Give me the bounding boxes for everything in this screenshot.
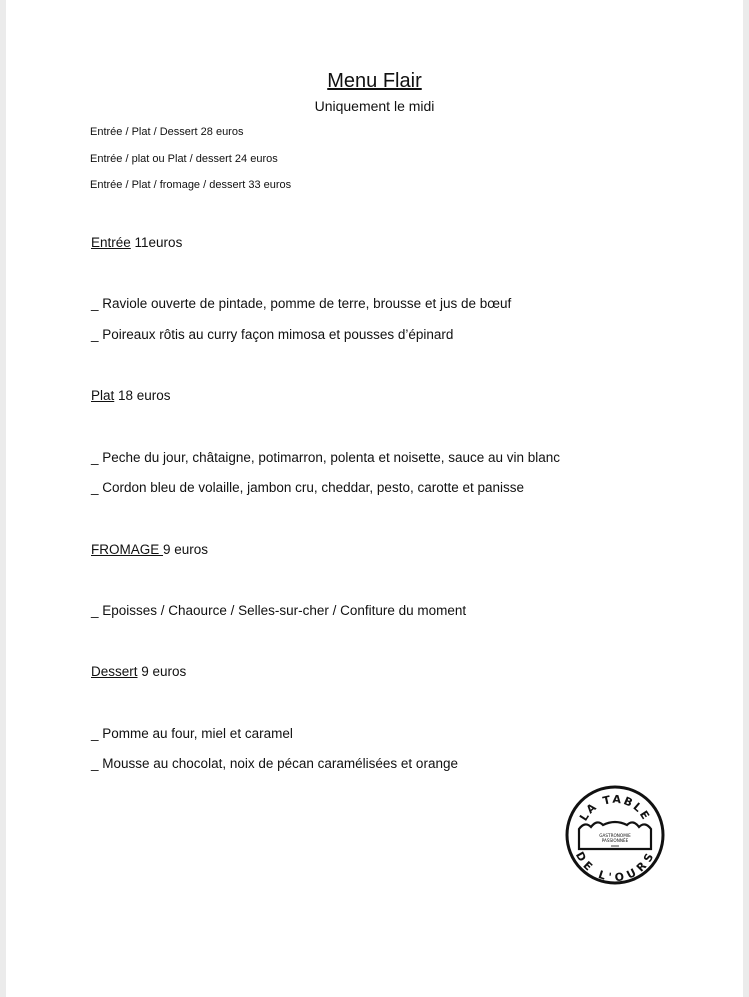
dish-item: _ Pomme au four, miel et caramel <box>91 726 293 741</box>
section-price: 9 euros <box>163 542 209 557</box>
logo-tagline: GASTRONOMIE <box>599 833 631 838</box>
section-heading-fromage <box>91 542 208 557</box>
dish-item: _ Peche du jour, châtaigne, potimarron, polenta et noisette, sauce au vin blanc <box>91 450 561 465</box>
logo-top-text: LA TABLE <box>577 792 653 824</box>
section-name: Entrée <box>91 235 131 250</box>
dish-item: _ Poireaux rôtis au curry façon mimosa et pousses d’épinard <box>91 327 454 342</box>
section-price: 18 euros <box>114 388 171 403</box>
restaurant-logo <box>565 785 665 885</box>
svg-text:LA TABLE <box>577 793 653 824</box>
section-name: Plat <box>91 388 115 403</box>
logo-bottom-text: DE L'OURS <box>572 849 658 885</box>
formula-item: Entrée / Plat / Dessert 28 euros <box>90 126 244 138</box>
section-heading-entree <box>91 235 182 250</box>
dish-item: _ Cordon bleu de volaille, jambon cru, cheddar, pesto, carotte et panisse <box>91 480 525 495</box>
section-price: 11euros <box>130 235 183 250</box>
section-price: 9 euros <box>137 664 187 679</box>
logo-tagline: PASSIONNÉE <box>601 838 629 843</box>
formula-item: Entrée / Plat / fromage / dessert 33 euros <box>90 179 292 191</box>
section-name: Dessert <box>91 664 138 679</box>
formula-item: Entrée / plat ou Plat / dessert 24 euros <box>90 153 278 165</box>
section-heading-plat <box>91 388 171 403</box>
dish-item: _ Epoisses / Chaource / Selles-sur-cher / Confiture du moment <box>91 603 467 618</box>
section-heading-dessert <box>91 664 186 679</box>
dish-item: _ Mousse au chocolat, noix de pécan caramélisées et orange <box>91 756 458 771</box>
svg-text:DE L'OURS <box>573 850 657 885</box>
section-name: FROMAGE <box>91 542 164 557</box>
menu-subtitle: Uniquement le midi <box>314 98 435 114</box>
menu-title: Menu Flair <box>327 70 422 92</box>
dish-item: _ Raviole ouverte de pintade, pomme de terre, brousse et jus de bœuf <box>91 296 512 311</box>
